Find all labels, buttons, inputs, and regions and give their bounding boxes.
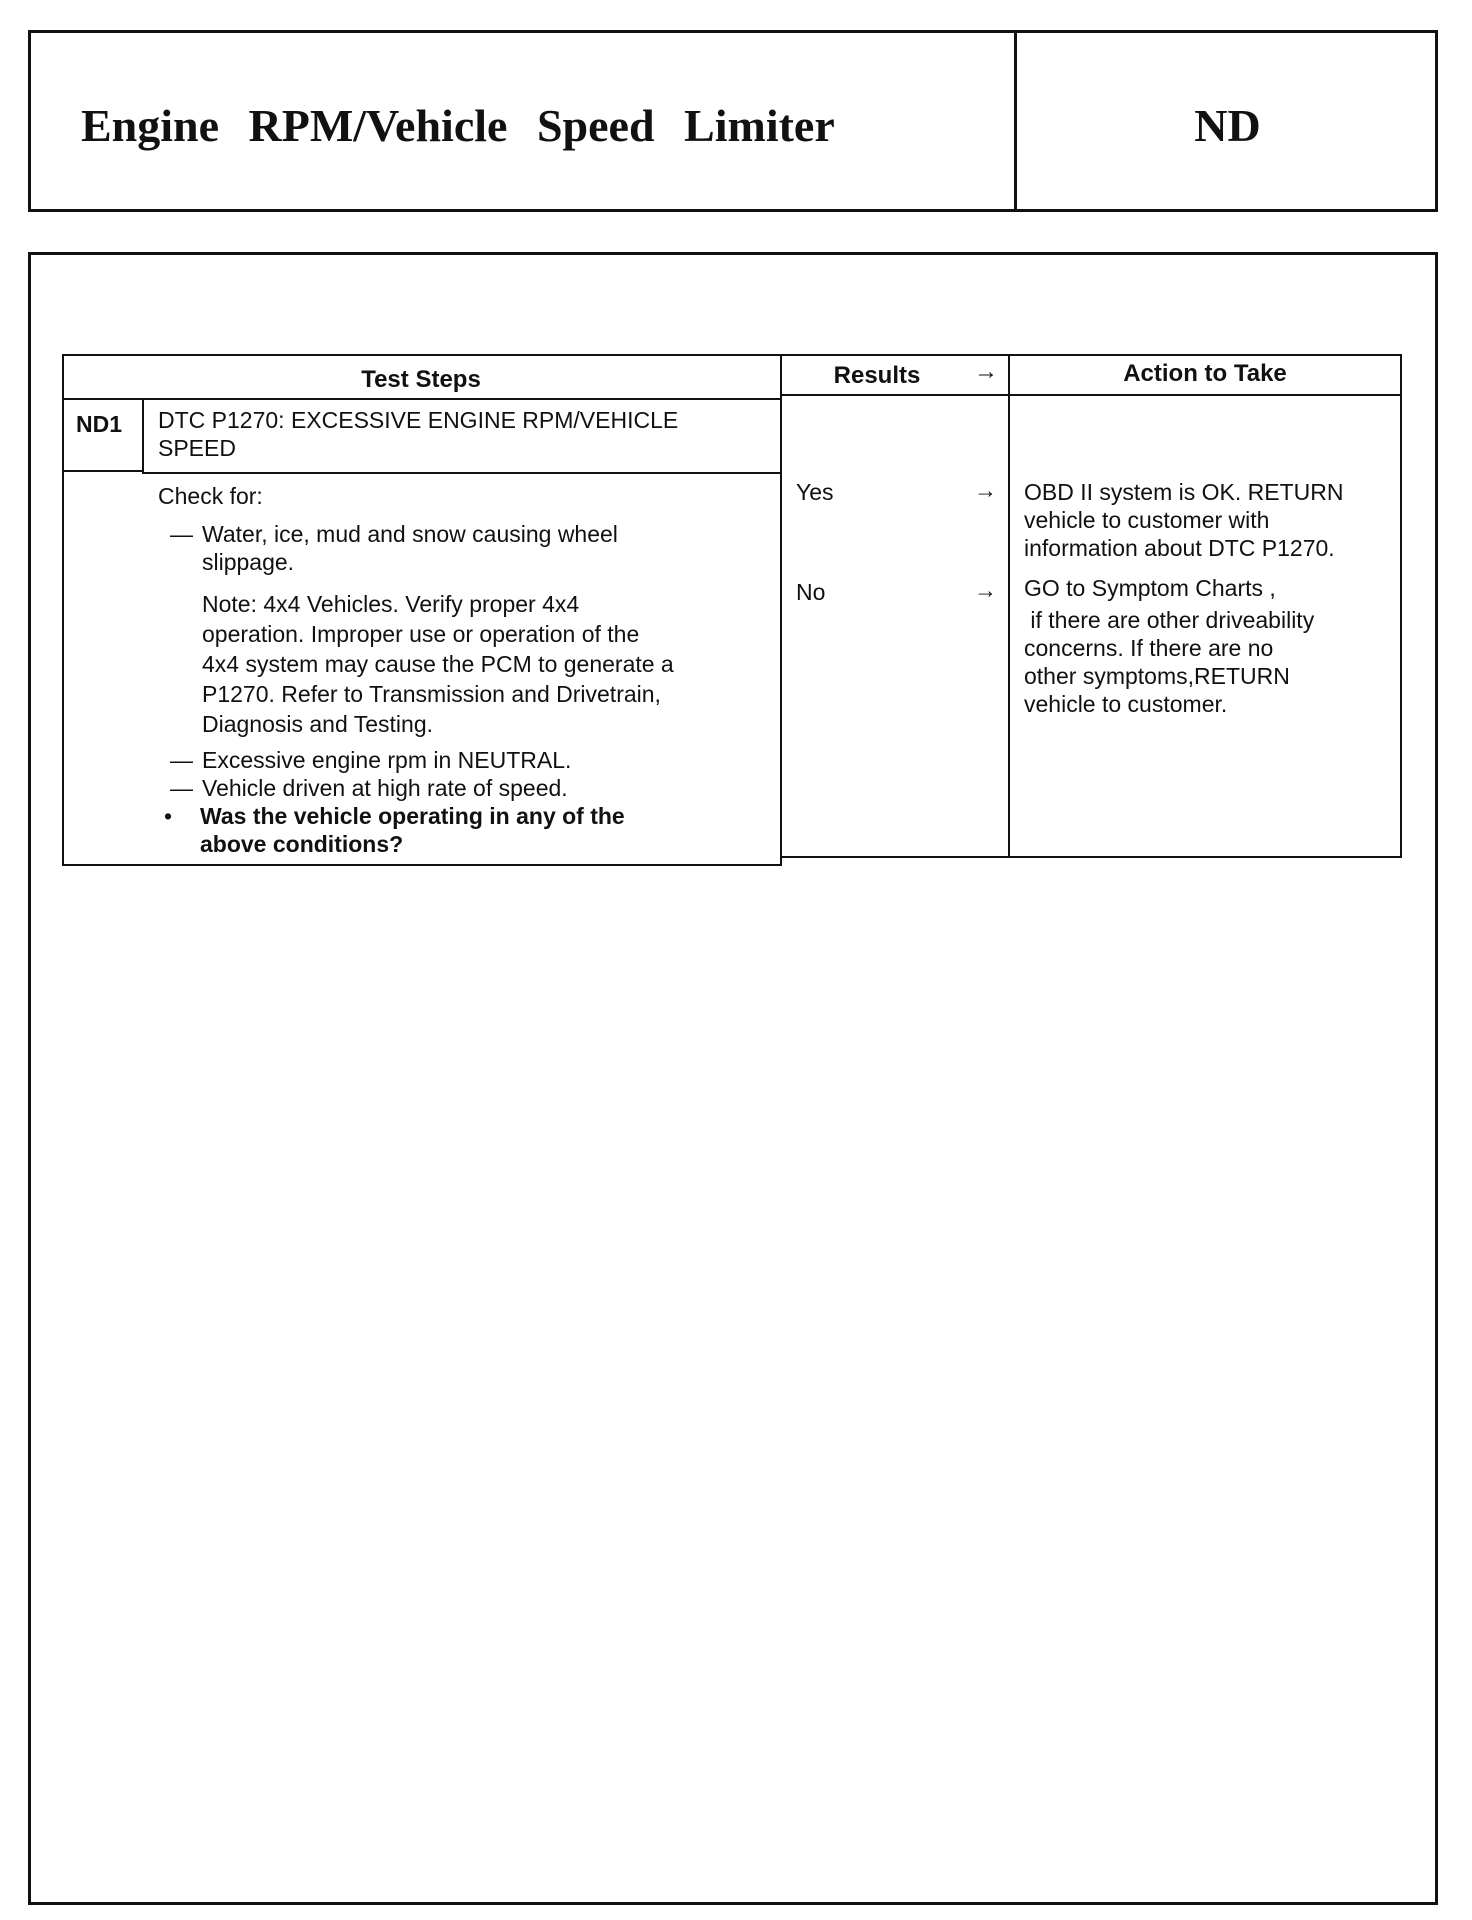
item2-text: Excessive engine rpm in NEUTRAL. bbox=[202, 747, 572, 773]
results-arrow-icon: → bbox=[974, 358, 998, 385]
item3-text: Vehicle driven at high rate of speed. bbox=[202, 775, 568, 801]
header-box bbox=[28, 30, 1438, 212]
check-for-label: Check for: bbox=[158, 483, 263, 509]
result-yes: Yes bbox=[796, 479, 834, 505]
note-line-5: Diagnosis and Testing. bbox=[202, 711, 433, 737]
step-title-line-2: SPEED bbox=[158, 435, 236, 461]
result-yes-arrow-icon: → bbox=[974, 477, 997, 503]
step-title-rule bbox=[142, 472, 782, 474]
action-yes-line-2: vehicle to customer with bbox=[1024, 507, 1270, 533]
column-header-action: Action to Take bbox=[1123, 360, 1287, 387]
bullet-icon: • bbox=[164, 803, 173, 829]
header-rule-results bbox=[780, 394, 1402, 396]
action-no-line-2: if there are other driveability bbox=[1024, 607, 1315, 633]
dash-icon: — bbox=[170, 521, 193, 547]
result-no: No bbox=[796, 579, 826, 605]
diagnostic-table bbox=[62, 354, 1402, 866]
step-title-line-1: DTC P1270: EXCESSIVE ENGINE RPM/VEHICLE bbox=[158, 407, 679, 433]
action-no-line-5: vehicle to customer. bbox=[1024, 691, 1228, 717]
divider-action bbox=[1008, 354, 1010, 858]
note-line-2: operation. Improper use or operation of the bbox=[202, 621, 640, 647]
action-yes-line-1: OBD II system is OK. RETURN bbox=[1024, 479, 1344, 505]
action-no-line-1: GO to Symptom Charts , bbox=[1024, 575, 1276, 601]
action-yes-line-3: information about DTC P1270. bbox=[1024, 535, 1335, 561]
step-id: ND1 bbox=[76, 411, 123, 437]
result-no-arrow-icon: → bbox=[974, 577, 997, 603]
step-id-rule bbox=[62, 470, 144, 472]
dash-icon: — bbox=[170, 747, 193, 773]
table-border-bottom-steps bbox=[62, 864, 782, 866]
table-border-bottom-actions bbox=[780, 856, 1402, 858]
step-id-divider bbox=[142, 398, 144, 470]
action-no-line-3: concerns. If there are no bbox=[1024, 635, 1274, 661]
dash-icon: — bbox=[170, 775, 193, 801]
item1-line-2: slippage. bbox=[202, 549, 295, 575]
action-no-line-4: other symptoms,RETURN bbox=[1024, 663, 1290, 689]
question-line-1: Was the vehicle operating in any of the bbox=[200, 803, 625, 829]
divider-results bbox=[780, 354, 782, 866]
question-line-2: above conditions? bbox=[200, 831, 404, 857]
note-line-3: 4x4 system may cause the PCM to generate a bbox=[202, 651, 674, 677]
section-code: ND bbox=[1194, 100, 1261, 151]
item1-line-1: Water, ice, mud and snow causing wheel bbox=[202, 521, 618, 547]
column-header-results: Results bbox=[833, 362, 921, 389]
column-header-test-steps: Test Steps bbox=[361, 366, 481, 393]
table-border-top bbox=[62, 354, 1402, 356]
note-line-4: P1270. Refer to Transmission and Drivetrain, bbox=[202, 681, 661, 707]
note-line-1: Note: 4x4 Vehicles. Verify proper 4x4 bbox=[202, 591, 580, 617]
table-border-left bbox=[62, 354, 64, 866]
page-title: Engine RPM/Vehicle Speed Limiter bbox=[81, 100, 835, 151]
table-border-right bbox=[1400, 354, 1402, 858]
header-rule-steps bbox=[62, 398, 782, 400]
